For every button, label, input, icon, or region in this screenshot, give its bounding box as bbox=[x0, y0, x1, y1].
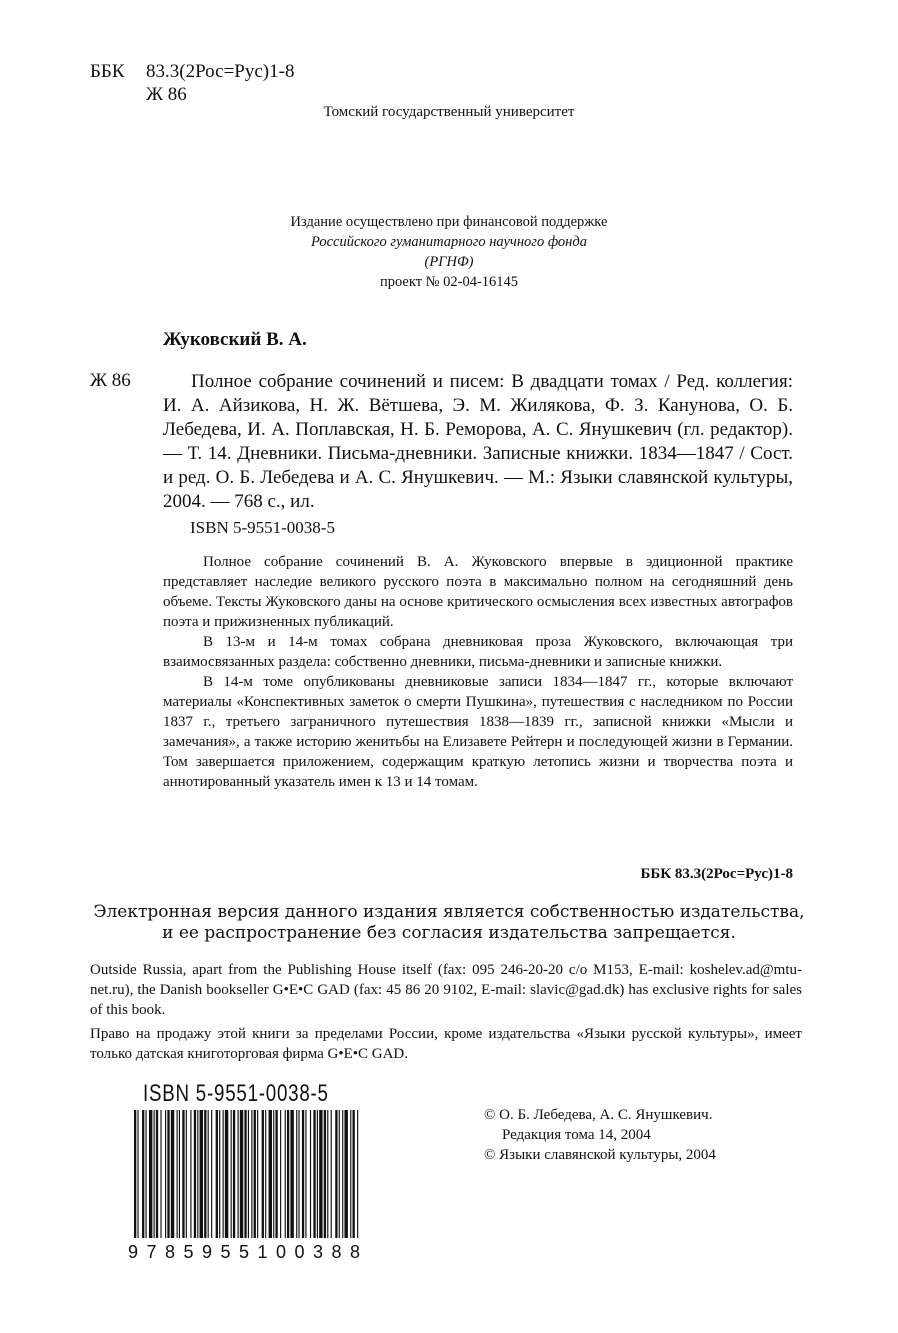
annotation-paragraph: В 14-м томе опубликованы дневниковые записи 1834—1847 гг., которые включают материалы «Конспективных заметок о смерти Пушкина», путешествия с наследником по России 1837 г., третьего заграничного путешествия 1838—1839 гг., записной книжки «Мысли и замечания», а также историю женитьбы на Елизавете Рейтерн и последующей жизни в Германии. Том завершается приложением, содержащим краткую летопись жизни и творчества поэта и аннотированный указатель имен к 13 и 14 томам. bbox=[163, 674, 793, 790]
barcode-bar bbox=[335, 1110, 337, 1238]
barcode-bar bbox=[324, 1110, 326, 1238]
barcode-bar bbox=[302, 1110, 304, 1238]
funding-line-2: Российского гуманитарного научного фонда bbox=[311, 234, 587, 250]
barcode-bar bbox=[269, 1110, 272, 1238]
barcode-bar bbox=[331, 1110, 332, 1238]
barcode-bar bbox=[280, 1110, 281, 1238]
barcode-bar bbox=[319, 1110, 322, 1238]
barcode-bar bbox=[204, 1110, 206, 1238]
notice-line-2: и ее распространение без согласия издательства запрещается. bbox=[162, 923, 736, 943]
barcode-bar bbox=[313, 1110, 315, 1238]
barcode-bar bbox=[146, 1110, 147, 1238]
university-name: Томский государственный университет bbox=[323, 104, 575, 120]
barcode-bar bbox=[285, 1110, 286, 1238]
barcode-bar bbox=[344, 1110, 347, 1238]
barcode-bar bbox=[179, 1110, 180, 1238]
barcode-bar bbox=[231, 1110, 232, 1238]
barcode-bar bbox=[296, 1110, 297, 1238]
notice-line-1: Электронная версия данного издания является собственностью издательства, bbox=[93, 902, 805, 922]
bbk-footer: ББК 83.3(2Рос=Рус)1-8 bbox=[640, 866, 793, 882]
isbn-line: ISBN 5-9551-0038-5 bbox=[190, 518, 335, 537]
barcode-bar bbox=[223, 1110, 224, 1238]
barcode-bar bbox=[216, 1110, 218, 1238]
bbk-code: 83.3(2Рос=Рус)1-8 bbox=[146, 61, 295, 82]
barcode-bar bbox=[357, 1110, 358, 1238]
barcode-bar bbox=[190, 1110, 191, 1238]
barcode-bar bbox=[353, 1110, 355, 1238]
barcode-bar bbox=[186, 1110, 187, 1238]
barcode-bar bbox=[177, 1110, 178, 1238]
barcode-bar bbox=[208, 1110, 209, 1238]
barcode-bar bbox=[149, 1110, 152, 1238]
barcode-bar bbox=[182, 1110, 184, 1238]
barcode-bar bbox=[240, 1110, 243, 1238]
bbk-header bbox=[90, 60, 294, 106]
annotation-paragraph: Полное собрание сочинений В. А. Жуковского впервые в эдиционной практике представляет наследие великого русского поэта в максимально полном на сегодняшний день объеме. Тексты Жуковского даны на основе критического осмысления всех известных автографов поэта и прижизненных публикаций. bbox=[163, 554, 793, 630]
barcode-bar bbox=[251, 1110, 252, 1238]
barcode-isbn-label: ISBN 5-9551-0038-5 bbox=[143, 1080, 329, 1107]
barcode-bar bbox=[194, 1110, 196, 1238]
barcode-bar bbox=[305, 1110, 306, 1238]
barcode-bar bbox=[197, 1110, 198, 1238]
barcode-bar bbox=[233, 1110, 235, 1238]
barcode-bar bbox=[350, 1110, 351, 1238]
copyright-line-2: Редакция тома 14, 2004 bbox=[502, 1127, 651, 1143]
annotation bbox=[163, 552, 793, 792]
barcode-bar bbox=[165, 1110, 166, 1238]
barcode-bar bbox=[137, 1110, 138, 1238]
barcode-bar bbox=[287, 1110, 289, 1238]
barcode-bar bbox=[275, 1110, 277, 1238]
barcode-bar bbox=[342, 1110, 343, 1238]
copyright-block bbox=[484, 1105, 716, 1165]
barcode-bar bbox=[248, 1110, 249, 1238]
barcode-bar bbox=[154, 1110, 155, 1238]
bbk-label: ББК bbox=[90, 61, 125, 82]
barcode-bar bbox=[219, 1110, 220, 1238]
sales-rights-ru: Право на продажу этой книги за пределами России, кроме издательства «Языки русской культуры», имеет только датская книготорговая фирма G•E•C GAD. bbox=[90, 1026, 802, 1062]
barcode-bar bbox=[171, 1110, 174, 1238]
cutter-number: Ж 86 bbox=[146, 84, 187, 105]
funding-line-1: Издание осуществлено при финансовой поддержке bbox=[290, 214, 608, 230]
barcode-bar bbox=[156, 1110, 158, 1238]
barcode-bar bbox=[327, 1110, 328, 1238]
barcode-bar bbox=[160, 1110, 161, 1238]
funding-line-3: (РГНФ) bbox=[424, 254, 474, 270]
annotation-paragraph: В 13-м и 14-м томах собрана дневниковая проза Жуковского, включающая три взаимосвязанных раздела: собственно дневники, письма-дневники и записные книжки. bbox=[163, 634, 793, 670]
barcode-bars bbox=[134, 1110, 358, 1238]
funding-line-4: проект № 02-04-16145 bbox=[379, 274, 519, 290]
barcode-bar bbox=[211, 1110, 212, 1238]
barcode-bar bbox=[317, 1110, 318, 1238]
barcode-bar bbox=[167, 1110, 169, 1238]
barcode-bar bbox=[134, 1110, 136, 1238]
barcode-bar bbox=[238, 1110, 239, 1238]
barcode-bar bbox=[244, 1110, 246, 1238]
barcode-bar bbox=[262, 1110, 264, 1238]
bibliographic-description: Полное собрание сочинений и писем: В двадцати томах / Ред. коллегия: И. А. Айзикова, Н. Ж. Вётшева, Э. М. Жилякова, Ф. З. Канунова, О. Б. Лебедева, И. А. Поплавская, Н. Б. Реморова, А. С. Янушкевич (гл. редактор). — Т. 14. Дневники. Письма-дневники. Записные книжки. 1834—1847 / Сост. и ред. О. Б. Лебедева и А. С. Янушкевич. — М.: Языки славянской культуры, 2004. — 768 с., ил. bbox=[163, 371, 793, 512]
barcode-bar bbox=[273, 1110, 274, 1238]
barcode-bar bbox=[257, 1110, 258, 1238]
author-heading: Жуковский В. А. bbox=[163, 329, 307, 350]
copyright-line-1: © О. Б. Лебедева, А. С. Янушкевич. bbox=[484, 1107, 713, 1123]
barcode-bar bbox=[310, 1110, 311, 1238]
barcode-bar bbox=[298, 1110, 299, 1238]
copyright-line-3: © Языки славянской культуры, 2004 bbox=[484, 1147, 716, 1163]
outside-russia-rights: Outside Russia, apart from the Publishing House itself (fax: 095 246-20-20 c/o M153, E-mail: koshelev.ad@mtu-net.ru), the Danish bookseller G•E•C GAD (fax: 45 86 20 9102, E-mail: slavic@gad.dk) has exclusive rights for sales of this book. bbox=[90, 962, 802, 1018]
barcode-bar bbox=[254, 1110, 256, 1238]
cutter-number-2: Ж 86 bbox=[90, 370, 131, 391]
barcode-digits: 9785955100388 bbox=[128, 1242, 360, 1260]
funding-note bbox=[0, 212, 898, 292]
barcode-bar bbox=[142, 1110, 144, 1238]
barcode-bar bbox=[225, 1110, 228, 1238]
isbn-barcode bbox=[128, 1110, 363, 1260]
barcode-bar bbox=[265, 1110, 266, 1238]
barcode-bar bbox=[200, 1110, 203, 1238]
barcode-bar bbox=[290, 1110, 293, 1238]
electronic-version-notice bbox=[0, 902, 898, 944]
barcode-bar bbox=[339, 1110, 340, 1238]
